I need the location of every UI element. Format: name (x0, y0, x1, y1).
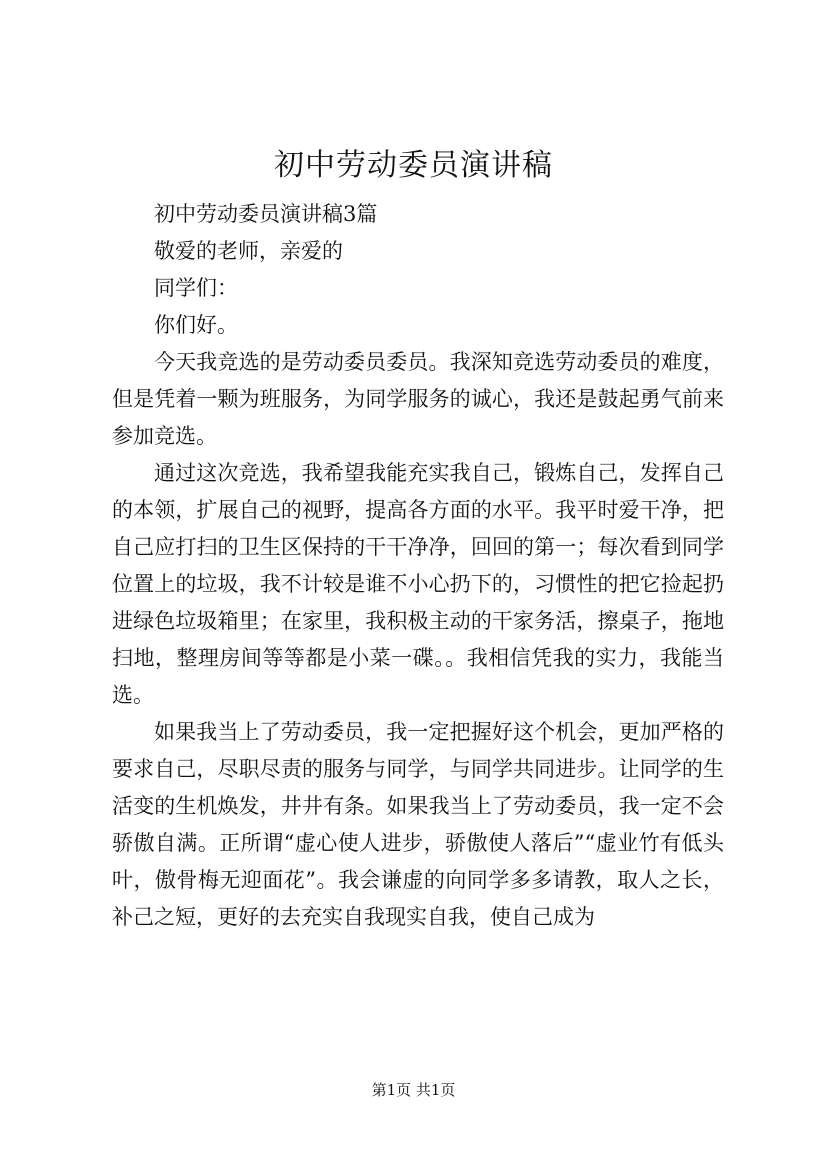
page-footer: 第1页 共1页 (371, 1081, 456, 1099)
paragraph-body: 今天我竞选的是劳动委员委员。我深知竞选劳动委员的难度，但是凭着一颗为班服务，为同学服务的诚心，我还是鼓起勇气前来参加竞选。 (112, 350, 724, 448)
paragraph-subtitle: 初中劳动委员演讲稿3篇 (154, 202, 378, 226)
document-body (112, 196, 724, 936)
paragraph-greeting: 你们好。 (154, 313, 238, 337)
paragraph-salutation-cont: 同学们： (154, 276, 238, 300)
paragraph-salutation: 敬爱的老师，亲爱的 (154, 239, 343, 263)
document-title: 初中劳动委员演讲稿 (274, 148, 553, 183)
paragraph-body: 通过这次竞选，我希望我能充实我自己，锻炼自己，发挥自己的本领，扩展自己的视野，提高各方面的水平。我平时爱干净，把自己应打扫的卫生区保持的干干净净，回回的第一；每次看到同学位置上的垃圾，我不计较是谁不小心扔下的，习惯性的把它捡起扔进绿色垃圾箱里；在家里，我积极主动的干家务活，擦桌子，拖地扫地，整理房间等等都是小菜一碟。。我相信凭我的实力，我能当选。 (112, 461, 724, 707)
paragraph-body: 如果我当上了劳动委员，我一定把握好这个机会，更加严格的要求自己，尽职尽责的服务与同学，与同学共同进步。让同学的生活变的生机焕发，井井有条。如果我当上了劳动委员，我一定不会骄傲自满。正所谓“虚心使人进步，骄傲使人落后”“虚业竹有低头叶，傲骨梅无迎面花”。我会谦虚的向同学多多请教，取人之长，补己之短，更好的去充实自我现实自我，使自己成为 (112, 720, 724, 929)
